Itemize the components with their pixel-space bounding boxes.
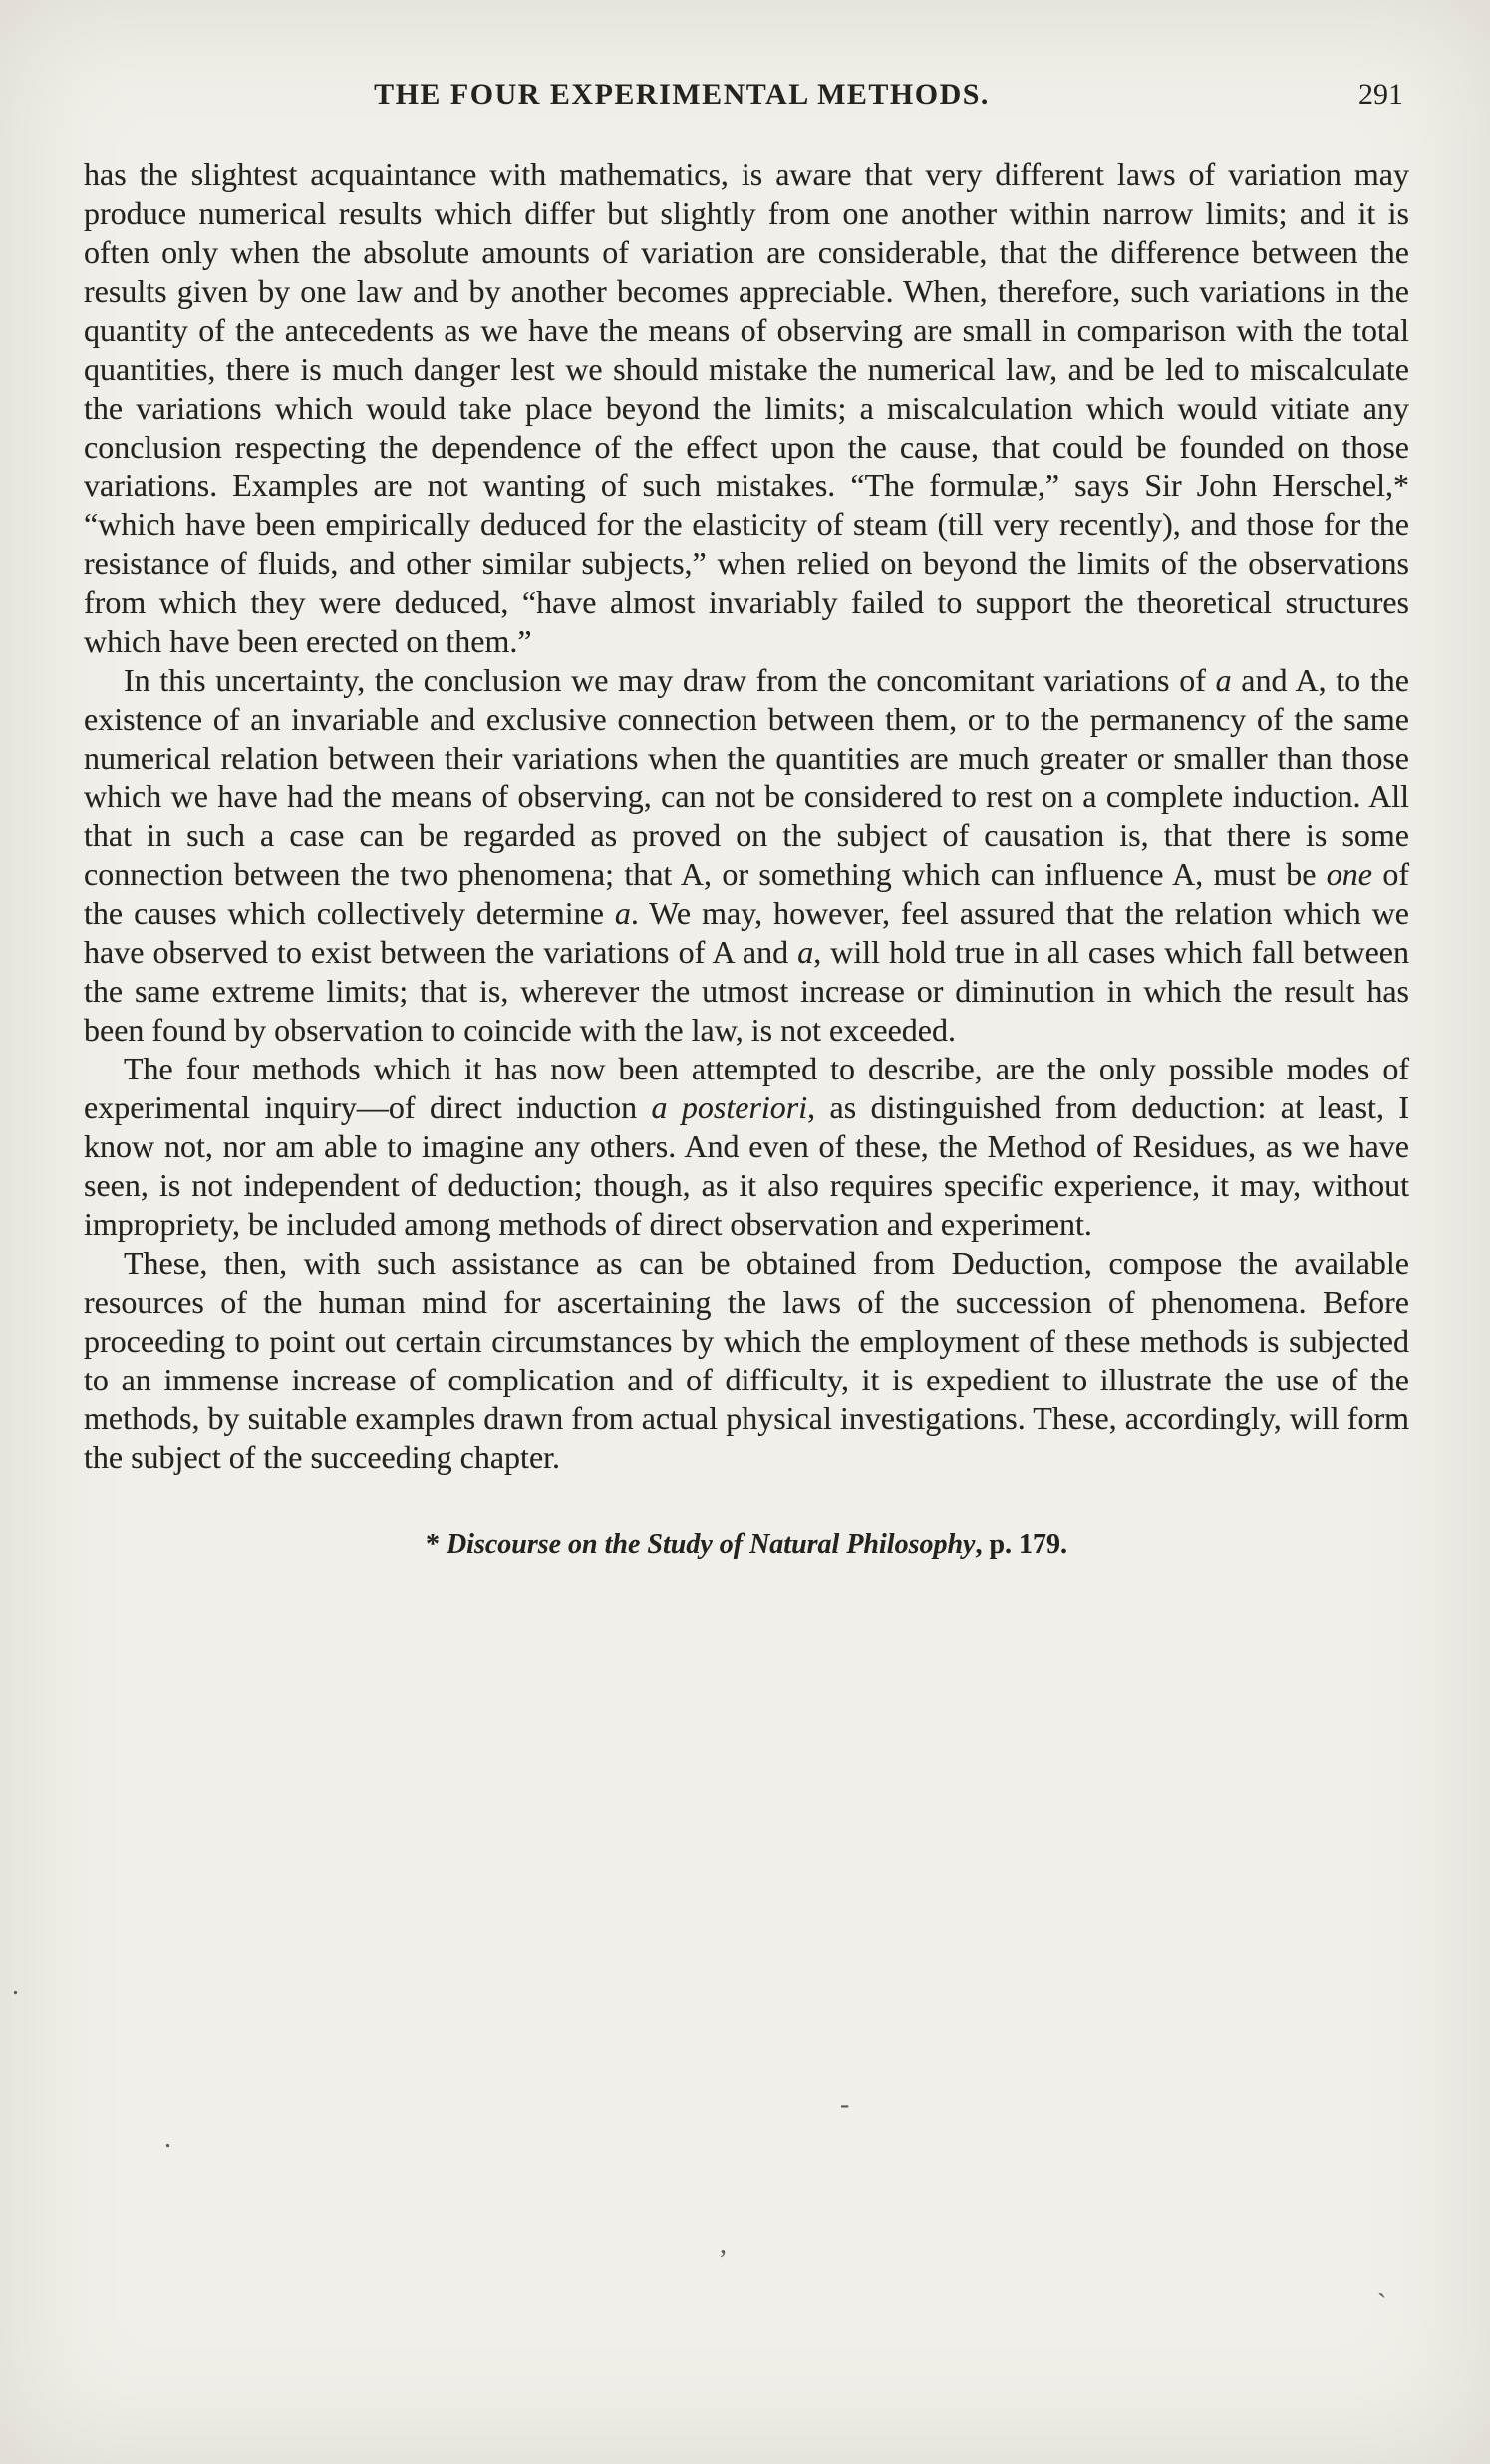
text-run: . We may, however, feel assured that the relation which we have observed to exist between the variations of A and	[84, 895, 1410, 970]
text-run: Discourse on the Study of Natural Philosophy	[446, 1529, 976, 1560]
scan-artifact: ,	[720, 2229, 727, 2260]
text-run: , will hold true in all cases which fall between the same extreme limits; that is, wherever the utmost increase or diminution in which the result has been found by observation to coincide with the law, is not exceeded.	[84, 934, 1410, 1048]
page-number: 291	[1358, 78, 1403, 111]
running-title: THE FOUR EXPERIMENTAL METHODS.	[374, 78, 990, 111]
scan-artifact: .	[12, 1970, 19, 2001]
text-run: These, then, with such assistance as can be obtained from Deduction, compose the available resources of the human mind for ascertaining the laws of the succession of phenomena. Before proceeding to point out certain circumstances by which the employment of these methods is subjected to an immense increase of complication and of difficulty, it is expedient to illustrate the use of the methods, by suitable examples drawn from actual physical investigations. These, accordingly, will form the subject of the succeeding chapter.	[84, 1245, 1409, 1475]
text-run: a	[614, 895, 631, 931]
scan-artifact: -	[840, 2089, 850, 2120]
paragraph	[84, 1050, 1409, 1244]
text-run: In this uncertainty, the conclusion we may draw from the concomitant variations of	[124, 662, 1216, 698]
page-content	[84, 78, 1409, 1561]
text-run: a	[797, 934, 814, 970]
text-run: of the causes which collectively determine	[84, 856, 1410, 931]
paragraph	[84, 155, 1409, 661]
footnote	[84, 1529, 1409, 1561]
text-run: one	[1326, 856, 1372, 892]
scan-artifact: `	[1377, 2289, 1387, 2319]
text-run: a	[1215, 662, 1232, 698]
text-run: and A, to the existence of an invariable and exclusive connection between them, or to the permanency of the same numerical relation between their variations when the quantities are much greater or smaller than those which we have had the means of observing, can not be considered to rest on a complete induction. All that in such a case can be regarded as proved on the subject of causation is, that there is some connection between the two phenomena; that A, or something which can influence A, must be	[84, 662, 1410, 892]
text-run: , as distinguished from deduction: at least, I know not, nor am able to imagine any others. And even of these, the Method of Residues, as we have seen, is not independent of deduction; though, as it also requires specific experience, it may, without impropriety, be included among methods of direct observation and experiment.	[84, 1089, 1410, 1242]
text-run: The four methods which it has now been attempted to describe, are the only possible modes of experimental inquiry—of direct induction	[84, 1051, 1409, 1125]
page-header	[84, 78, 1409, 124]
paragraph	[84, 661, 1409, 1050]
text-run: , p. 179.	[975, 1529, 1068, 1560]
paragraph	[84, 1244, 1409, 1477]
text-run: a posteriori	[651, 1089, 808, 1125]
text-run: *	[425, 1529, 447, 1560]
body-text	[84, 155, 1409, 1477]
scan-artifact: .	[164, 2123, 171, 2154]
text-run: has the slightest acquaintance with mathematics, is aware that very different laws of variation may produce numerical results which differ but slightly from one another within narrow limits; and it is often only when the absolute amounts of variation are considerable, that the difference between the results given by one law and by another becomes appreciable. When, therefore, such variations in the quantity of the antecedents as we have the means of observing are small in comparison with the total quantities, there is much danger lest we should mistake the numerical law, and be led to miscalculate the variations which would take place beyond the limits; a miscalculation which would vitiate any conclusion respecting the dependence of the effect upon the cause, that could be founded on those variations. Examples are not wanting of such mistakes. “The formulæ,” says Sir John Herschel,* “which have been empirically deduced for the elasticity of steam (till very recently), and those for the resistance of fluids, and other similar subjects,” when relied on beyond the limits of the observations from which they were deduced, “have almost invariably failed to support the theoretical structures which have been erected on them.”	[84, 156, 1409, 659]
